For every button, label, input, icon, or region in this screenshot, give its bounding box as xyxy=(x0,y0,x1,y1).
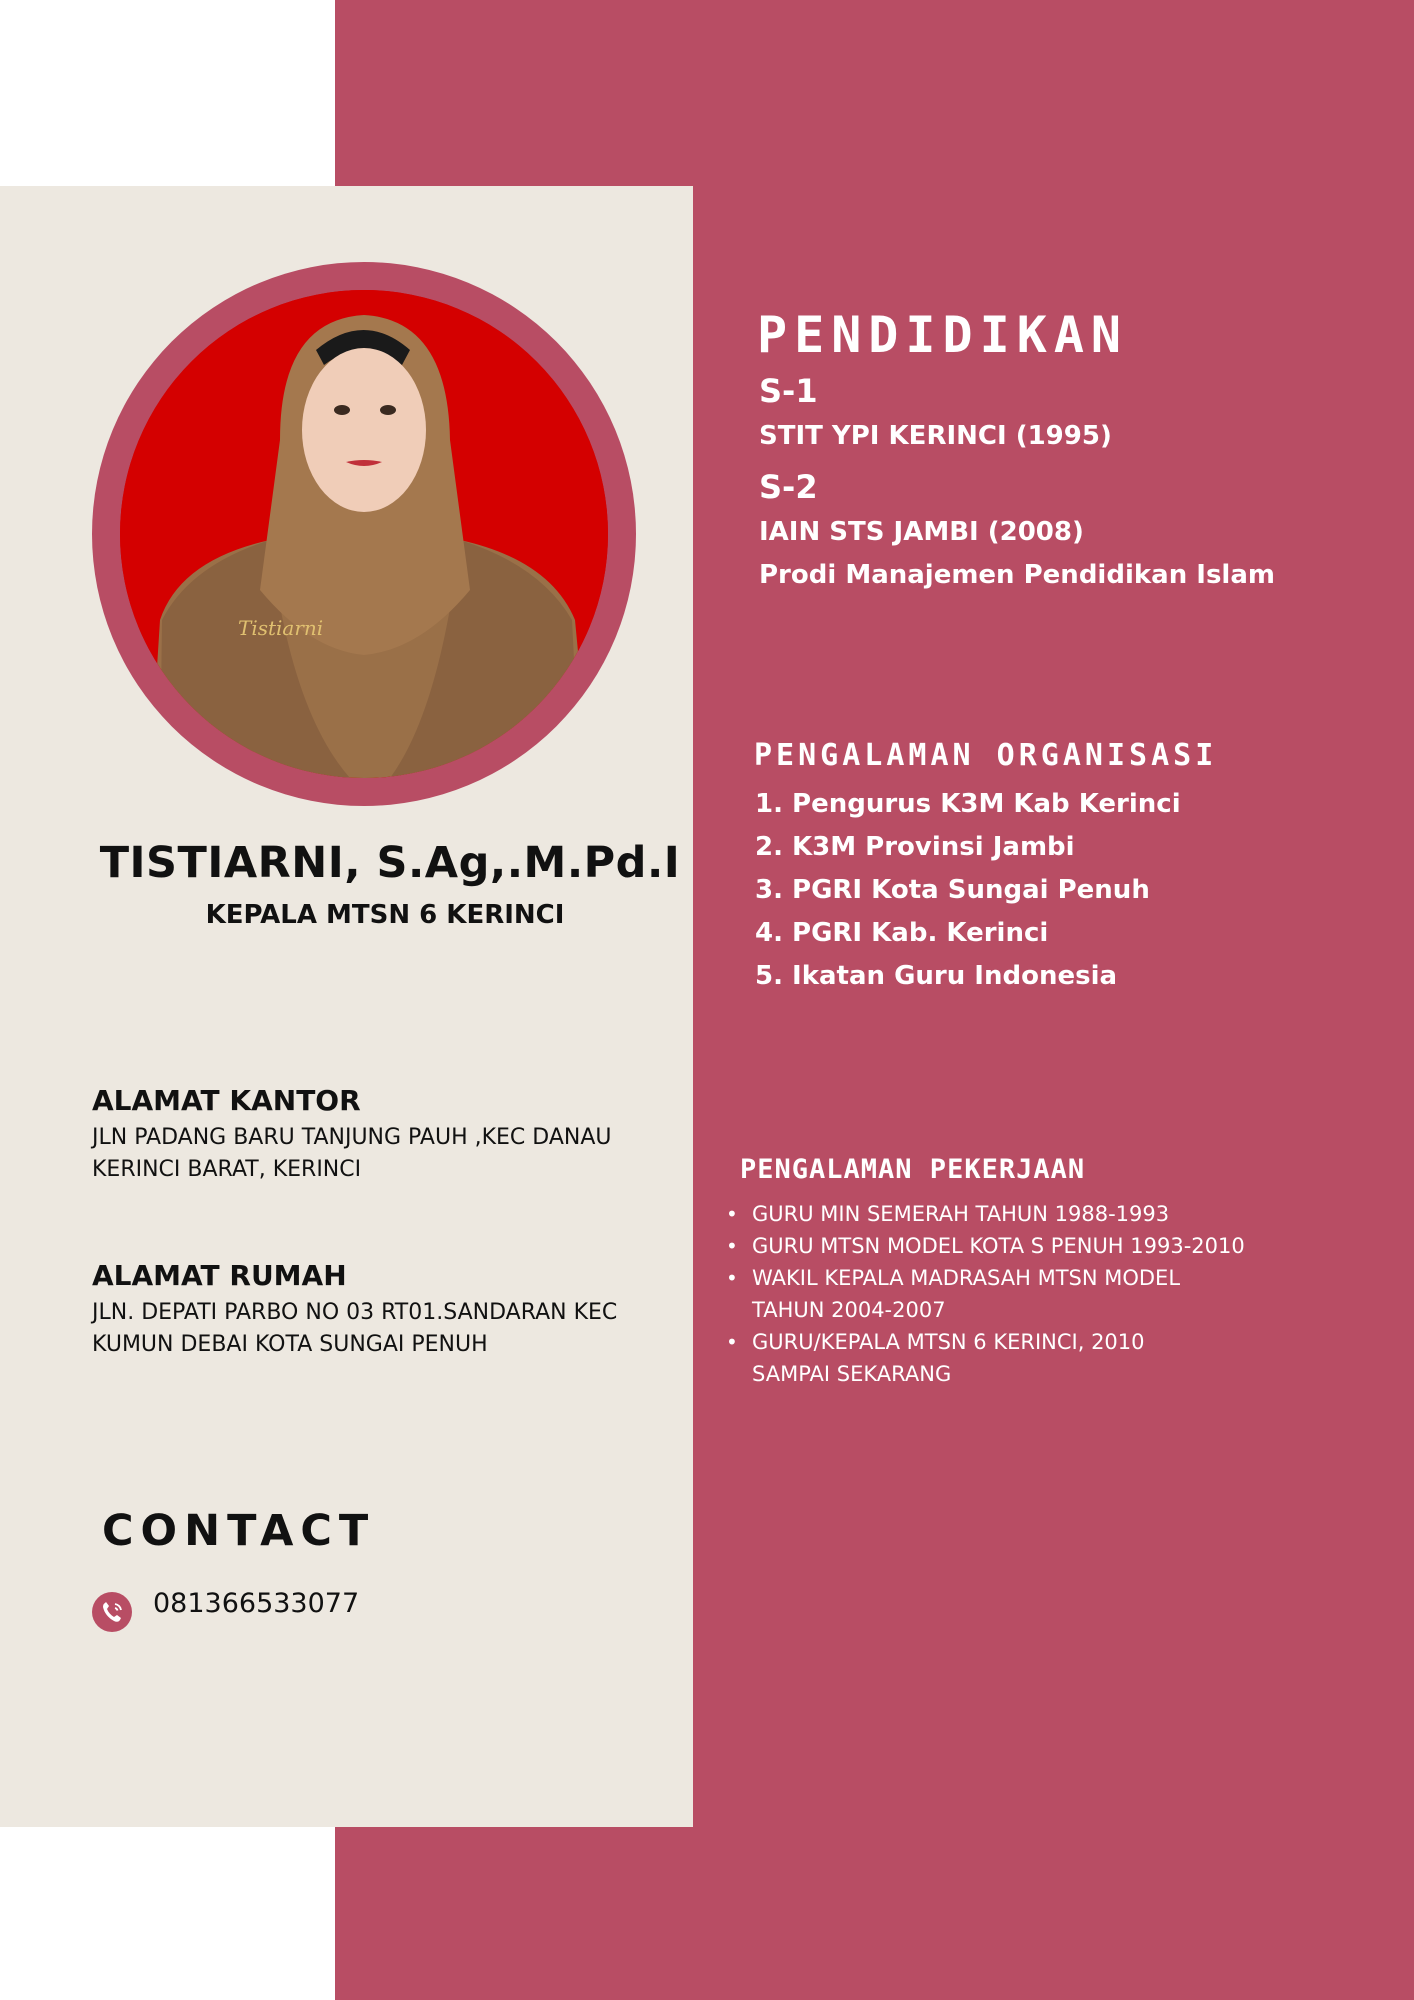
education-s1-label: S-1 xyxy=(759,372,818,410)
profile-photo-frame xyxy=(92,262,636,806)
work-item-line: • WAKIL KEPALA MADRASAH MTSN MODEL xyxy=(752,1266,1181,1290)
education-s2-program: Prodi Manajemen Pendidikan Islam xyxy=(759,560,1275,590)
profile-name: TISTIARNI, S.Ag,.M.Pd.I xyxy=(99,838,681,888)
work-item-line: • GURU/KEPALA MTSN 6 KERINCI, 2010 xyxy=(752,1330,1145,1354)
education-s2-school: IAIN STS JAMBI (2008) xyxy=(759,517,1084,547)
organization-list xyxy=(755,783,1181,998)
home-address-line: JLN. DEPATI PARBO NO 03 RT01.SANDARAN KEC xyxy=(92,1300,618,1325)
profile-role: KEPALA MTSN 6 KERINCI xyxy=(205,900,565,930)
list-item xyxy=(752,1230,1272,1262)
list-item xyxy=(752,1198,1272,1230)
phone-icon xyxy=(92,1592,132,1632)
education-s2-label: S-2 xyxy=(759,468,818,506)
office-address-heading: ALAMAT KANTOR xyxy=(92,1084,361,1117)
svg-text:Tistiarni: Tistiarni xyxy=(238,616,324,640)
home-address-heading: ALAMAT RUMAH xyxy=(92,1259,347,1292)
work-item-line: • GURU MIN SEMERAH TAHUN 1988-1993 xyxy=(752,1202,1170,1226)
contact-heading: CONTACT xyxy=(102,1506,376,1556)
work-item-line: • GURU MTSN MODEL KOTA S PENUH 1993-2010 xyxy=(752,1234,1245,1258)
organization-heading: PENGALAMAN ORGANISASI xyxy=(754,738,1218,773)
list-item xyxy=(752,1326,1272,1390)
list-item: 4. PGRI Kab. Kerinci xyxy=(755,918,1049,948)
home-address-text xyxy=(92,1297,662,1361)
work-item-line: SAMPAI SEKARANG xyxy=(752,1362,952,1386)
education-s1-school: STIT YPI KERINCI (1995) xyxy=(759,421,1112,451)
list-item: 5. Ikatan Guru Indonesia xyxy=(755,961,1118,991)
work-heading: PENGALAMAN PEKERJAAN xyxy=(740,1154,1086,1185)
list-item: 3. PGRI Kota Sungai Penuh xyxy=(755,875,1150,905)
home-address-line: KUMUN DEBAI KOTA SUNGAI PENUH xyxy=(92,1332,488,1357)
work-list xyxy=(752,1198,1272,1390)
office-address-line: KERINCI BARAT, KERINCI xyxy=(92,1157,362,1182)
person-portrait-icon xyxy=(120,290,608,778)
list-item xyxy=(752,1262,1272,1326)
phone-number[interactable]: 081366533077 xyxy=(153,1588,360,1619)
profile-photo xyxy=(120,290,608,778)
work-item-line: TAHUN 2004-2007 xyxy=(752,1298,946,1322)
list-item: 2. K3M Provinsi Jambi xyxy=(755,832,1075,862)
office-address-text xyxy=(92,1122,662,1186)
education-heading: PENDIDIKAN xyxy=(757,306,1129,364)
list-item: 1. Pengurus K3M Kab Kerinci xyxy=(755,789,1181,819)
office-address-line: JLN PADANG BARU TANJUNG PAUH ,KEC DANAU xyxy=(92,1125,612,1150)
